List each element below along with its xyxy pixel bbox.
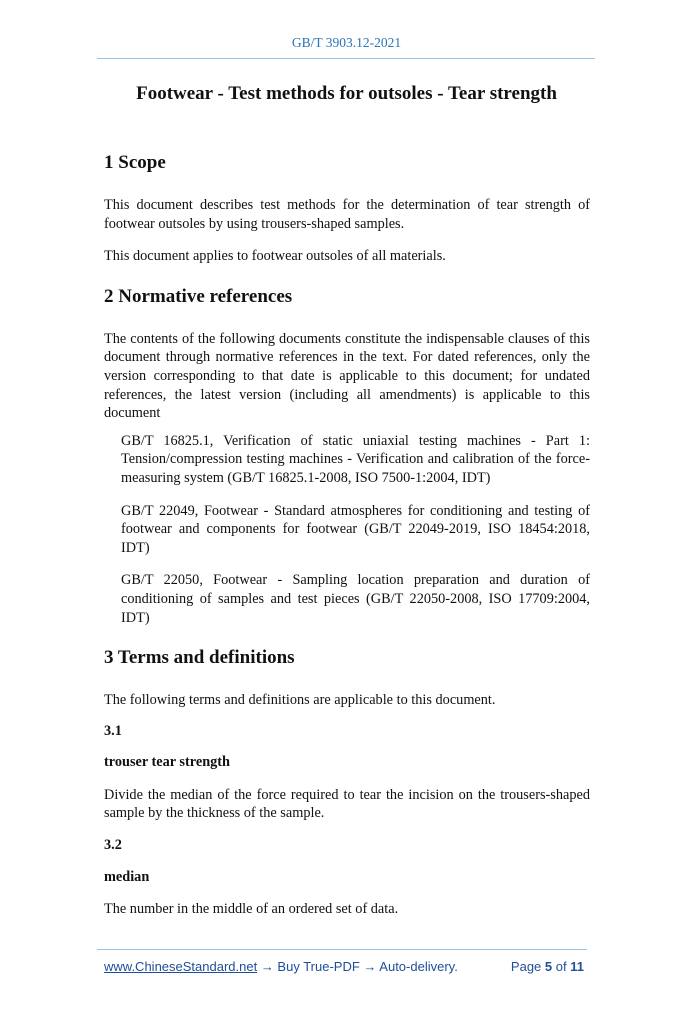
term-name: trouser tear strength	[104, 754, 231, 771]
reference-item: GB/T 16825.1, Verification of static uniaxial testing machines - Part 1: Tension/compression testing machines - Verification and calibration of the force-measuring system (GB/T 16825.1-2008, ISO 7500-1:2004, IDT)	[121, 432, 590, 486]
scope-paragraph-1: This document describes test methods for the determination of tear strength of footwear outsoles by using trousers-shaped samples.	[104, 197, 590, 232]
header-standard-code: GB/T 3903.12-2021	[291, 35, 402, 50]
reference-item: GB/T 22050, Footwear - Sampling location preparation and duration of conditioning of samples and test pieces (GB/T 22050-2008, ISO 17709:2004, IDT)	[121, 572, 590, 626]
term-number: 3.2	[104, 837, 122, 854]
footer-promo	[104, 959, 458, 975]
term-name: median	[104, 868, 150, 885]
term-definition: Divide the median of the force required to tear the incision on the trousers-shaped sample by the thickness of the sample.	[104, 786, 590, 822]
heading-terms-definitions: 3 Terms and definitions	[104, 647, 295, 669]
page-label: Page	[510, 958, 542, 974]
page-indicator	[511, 959, 584, 975]
document-body	[104, 105, 590, 919]
header-divider	[97, 58, 595, 59]
heading-scope: 1 Scope	[104, 152, 166, 173]
page-total: 11	[570, 958, 584, 974]
terms-paragraph: The following terms and definitions are applicable to this document.	[104, 692, 496, 709]
heading-normative-references: 2 Normative references	[104, 285, 293, 307]
scope-paragraph-2: This document applies to footwear outsoles of all materials.	[104, 248, 446, 265]
reference-item: GB/T 22049, Footwear - Standard atmospheres for conditioning and testing of footwear and components for footwear (GB/T 22049-2019, ISO 18454:2018, IDT)	[121, 502, 590, 556]
footer-divider	[97, 949, 587, 950]
document-title: Footwear - Test methods for outsoles - Tear strength	[136, 83, 557, 104]
of-label: of	[555, 958, 567, 974]
normative-paragraph: The contents of the following documents constitute the indispensable clauses of this document through normative references in the text. For dated references, only the version corresponding to that date is applicable to this document; for undated references, the latest version (including all amendments) is applicable to this document	[104, 330, 590, 422]
term-number: 3.1	[104, 722, 122, 739]
footer-promo-text: → Buy True-PDF → Auto-delivery.	[257, 958, 458, 974]
website-link[interactable]: www.ChineseStandard.net	[104, 958, 258, 974]
page-number: 5	[544, 958, 553, 974]
footer-row	[104, 959, 584, 975]
page-footer	[0, 919, 693, 1021]
term-definition: The number in the middle of an ordered set of data.	[104, 901, 399, 918]
